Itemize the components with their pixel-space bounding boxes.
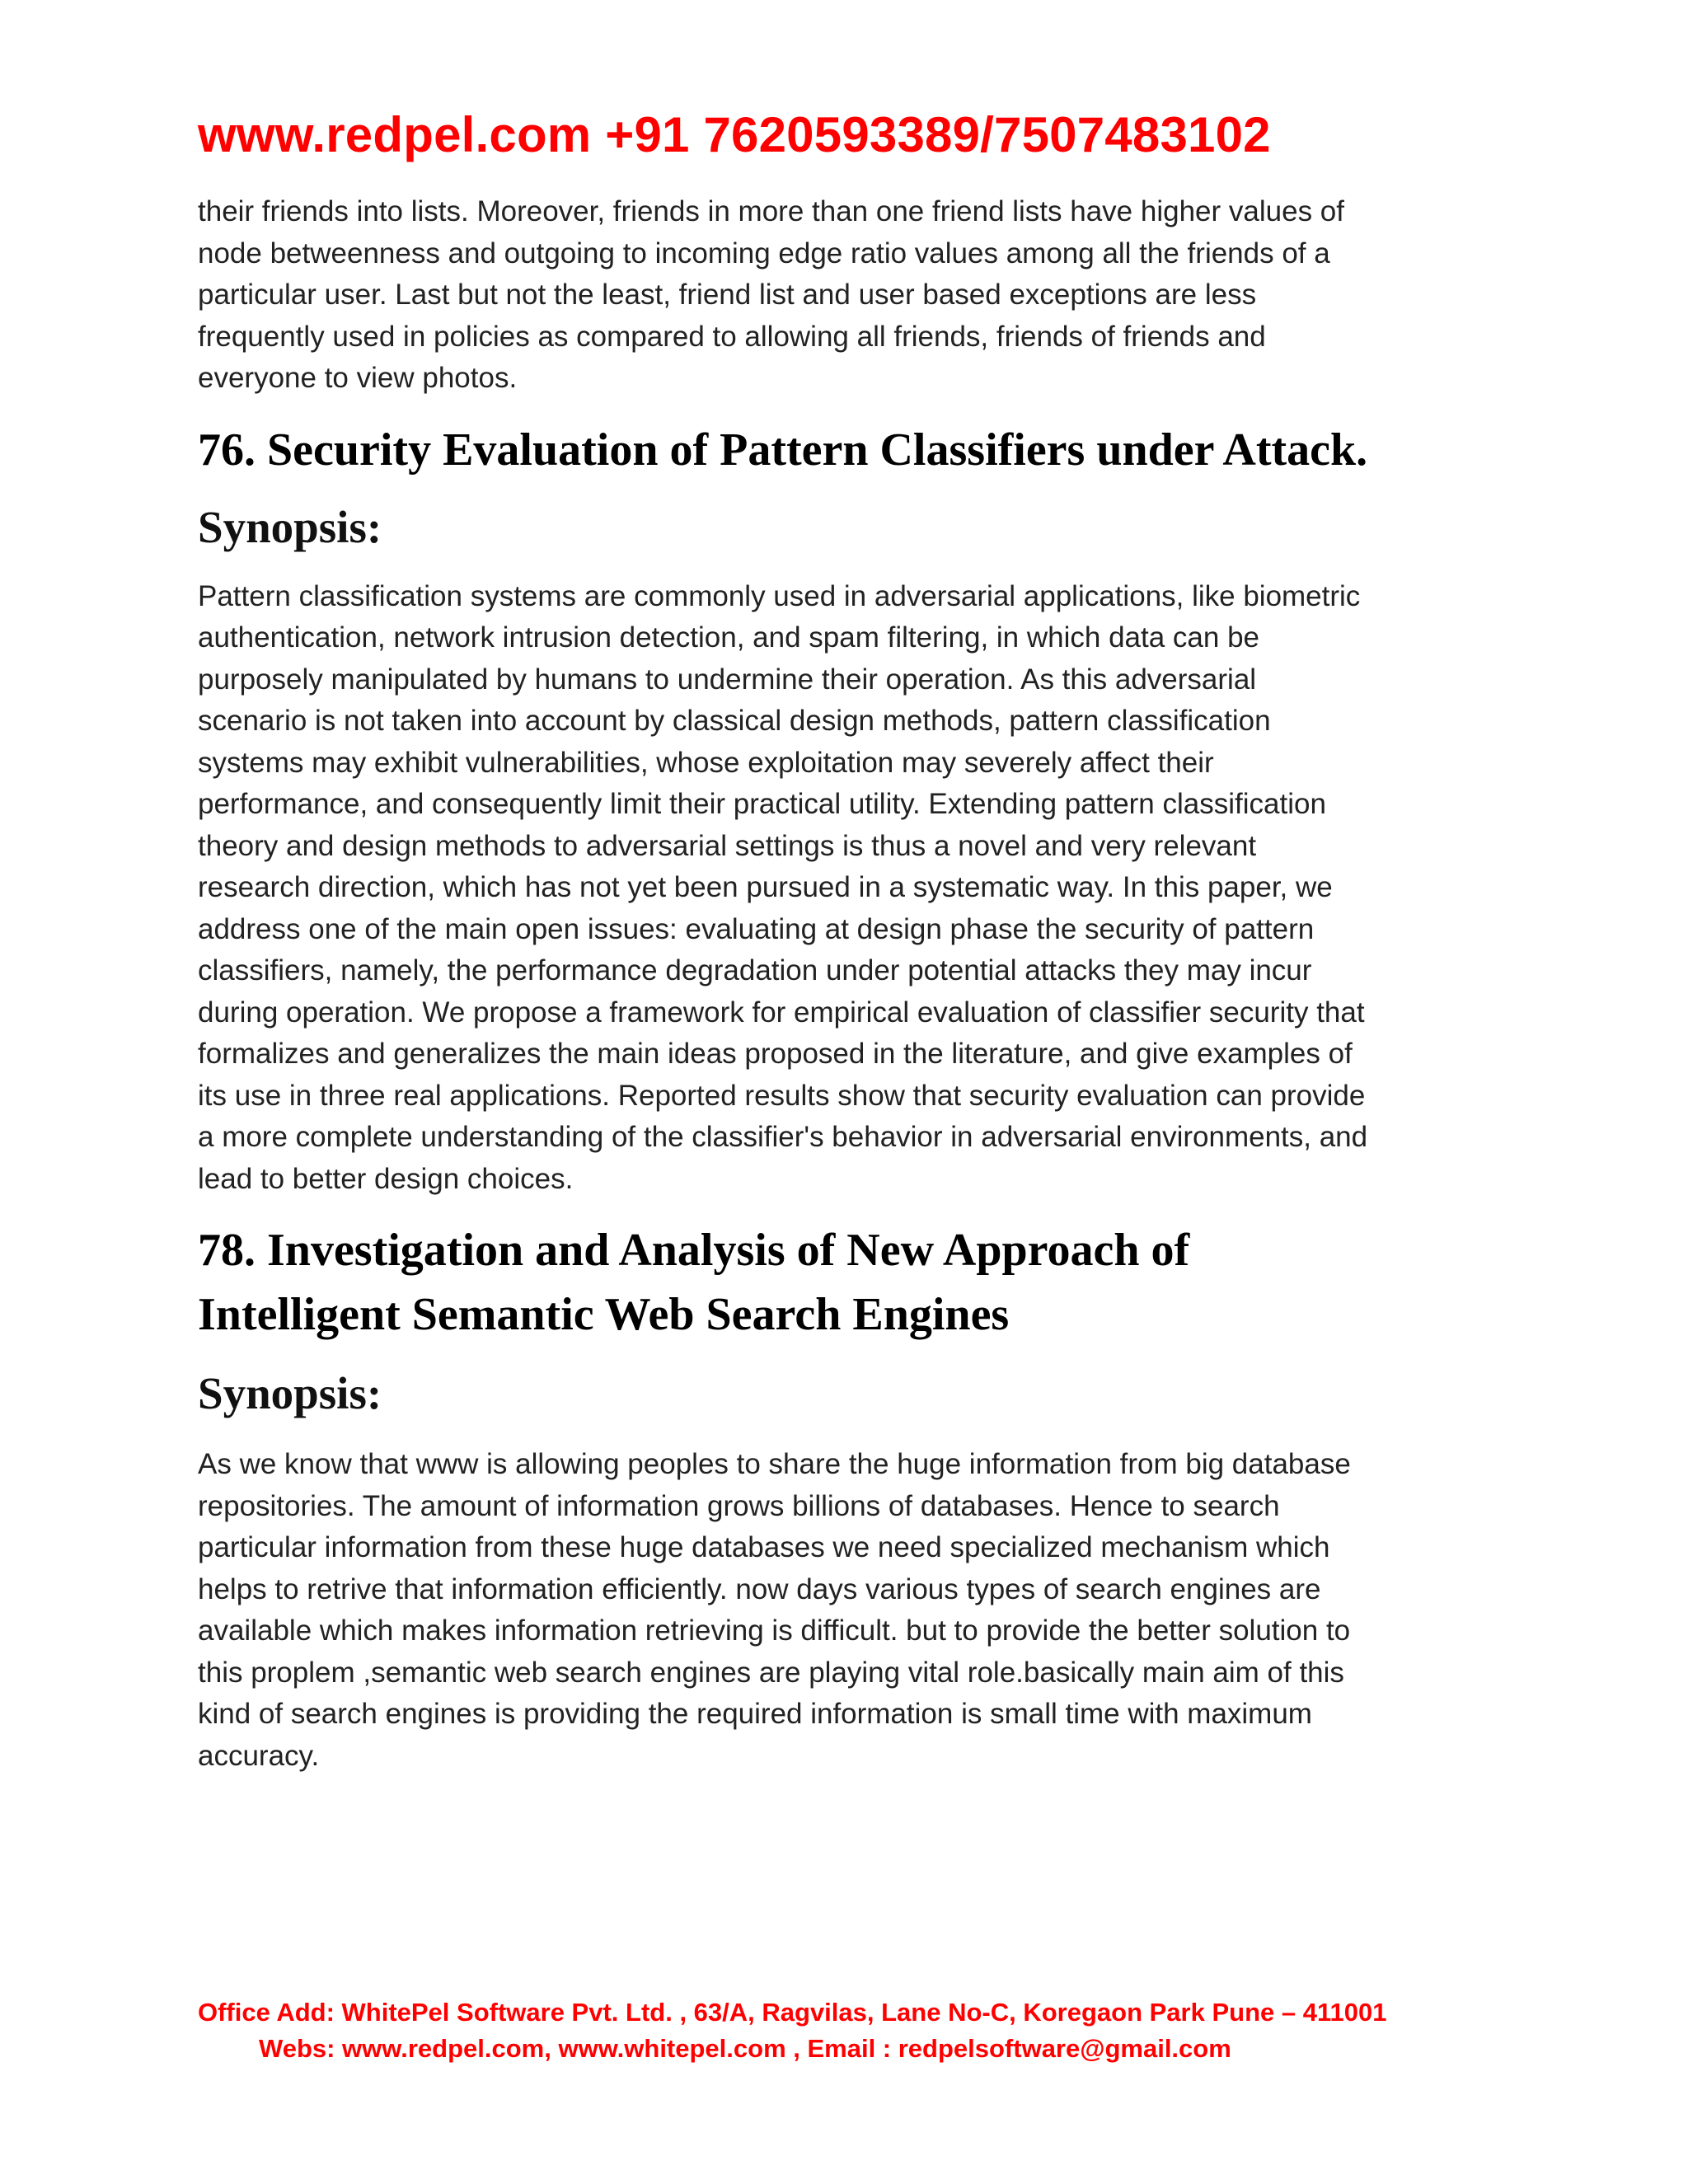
- paragraph-line: address one of the main open issues: evaluating at design phase the security of pattern: [198, 912, 1315, 945]
- paragraph-line: everyone to view photos.: [198, 362, 518, 394]
- footer-websites-email: Webs: www.redpel.com, www.whitepel.com , Email : redpelsoftware@gmail.com: [259, 2034, 1231, 2063]
- paragraph-line: helps to retrive that information efficiently. now days various types of search engines are: [198, 1572, 1321, 1605]
- page-content: [198, 191, 1508, 1777]
- paragraph-line: accuracy.: [198, 1739, 320, 1772]
- paragraph-line: lead to better design choices.: [198, 1162, 574, 1195]
- section-title: Intelligent Semantic Web Search Engines: [198, 1289, 1010, 1340]
- section-78-heading: [198, 1218, 1508, 1347]
- footer-office-address: Office Add: WhitePel Software Pvt. Ltd. , 63/A, Ragvilas, Lane No-C, Koregaon Park Pune – 411001: [198, 1998, 1387, 2027]
- paragraph-line: purposely manipulated by humans to undermine their operation. As this adversarial: [198, 663, 1257, 696]
- section-78-synopsis-body: [198, 1444, 1508, 1777]
- section-title: Security Evaluation of Pattern Classifiers under Attack.: [267, 424, 1368, 476]
- paragraph-line: their friends into lists. Moreover, friends in more than one friend lists have higher values of: [198, 195, 1344, 227]
- section-title: Investigation and Analysis of New Approach of: [267, 1225, 1190, 1276]
- paragraph-line: this proplem ,semantic web search engines are playing vital role.basically main aim of this: [198, 1656, 1344, 1689]
- paragraph-line: research direction, which has not yet been pursued in a systematic way. In this paper, we: [198, 871, 1333, 903]
- section-76-heading: [198, 418, 1508, 482]
- paragraph-line: its use in three real applications. Reported results show that security evaluation can provide: [198, 1079, 1366, 1112]
- paragraph-line: theory and design methods to adversarial settings is thus a novel and very relevant: [198, 829, 1257, 862]
- paragraph-line: systems may exhibit vulnerabilities, whose exploitation may severely affect their: [198, 746, 1214, 779]
- paragraph-line: repositories. The amount of information grows billions of databases. Hence to search: [198, 1489, 1280, 1522]
- paragraph-line: classifiers, namely, the performance degradation under potential attacks they may incur: [198, 954, 1312, 987]
- paragraph-line: kind of search engines is providing the required information is small time with maximum: [198, 1698, 1312, 1730]
- section-76-synopsis-body: [198, 576, 1508, 1201]
- paragraph-line: particular information from these huge databases we need specialized mechanism which: [198, 1531, 1330, 1563]
- paragraph-line: Pattern classification systems are commonly used in adversarial applications, like biometric: [198, 579, 1361, 612]
- paragraph-line: scenario is not taken into account by classical design methods, pattern classification: [198, 705, 1271, 737]
- paragraph-line: frequently used in policies as compared to allowing all friends, friends of friends and: [198, 320, 1266, 353]
- paragraph-line: authentication, network intrusion detection, and spam filtering, in which data can be: [198, 621, 1259, 654]
- section-76-synopsis-label: Synopsis:: [198, 501, 382, 552]
- continued-paragraph: [198, 191, 1508, 400]
- paragraph-line: during operation. We propose a framework for empirical evaluation of classifier security that: [198, 996, 1365, 1029]
- paragraph-line: particular user. Last but not the least, friend list and user based exceptions are less: [198, 279, 1257, 311]
- paragraph-line: performance, and consequently limit their practical utility. Extending pattern classification: [198, 788, 1326, 820]
- paragraph-line: node betweenness and outgoing to incoming edge ratio values among all the friends of a: [198, 237, 1330, 269]
- section-number: 76.: [198, 424, 256, 476]
- paragraph-line: available which makes information retrieving is difficult. but to provide the better solution to: [198, 1615, 1351, 1647]
- paragraph-line: a more complete understanding of the classifier's behavior in adversarial environments, and: [198, 1121, 1368, 1153]
- section-78-synopsis-label: Synopsis:: [198, 1368, 382, 1418]
- section-number: 78.: [198, 1225, 256, 1276]
- header-contact-line: www.redpel.com +91 7620593389/7507483102: [198, 107, 1271, 162]
- paragraph-line: formalizes and generalizes the main ideas proposed in the literature, and give examples of: [198, 1038, 1353, 1070]
- paragraph-line: As we know that www is allowing peoples to share the huge information from big database: [198, 1448, 1351, 1480]
